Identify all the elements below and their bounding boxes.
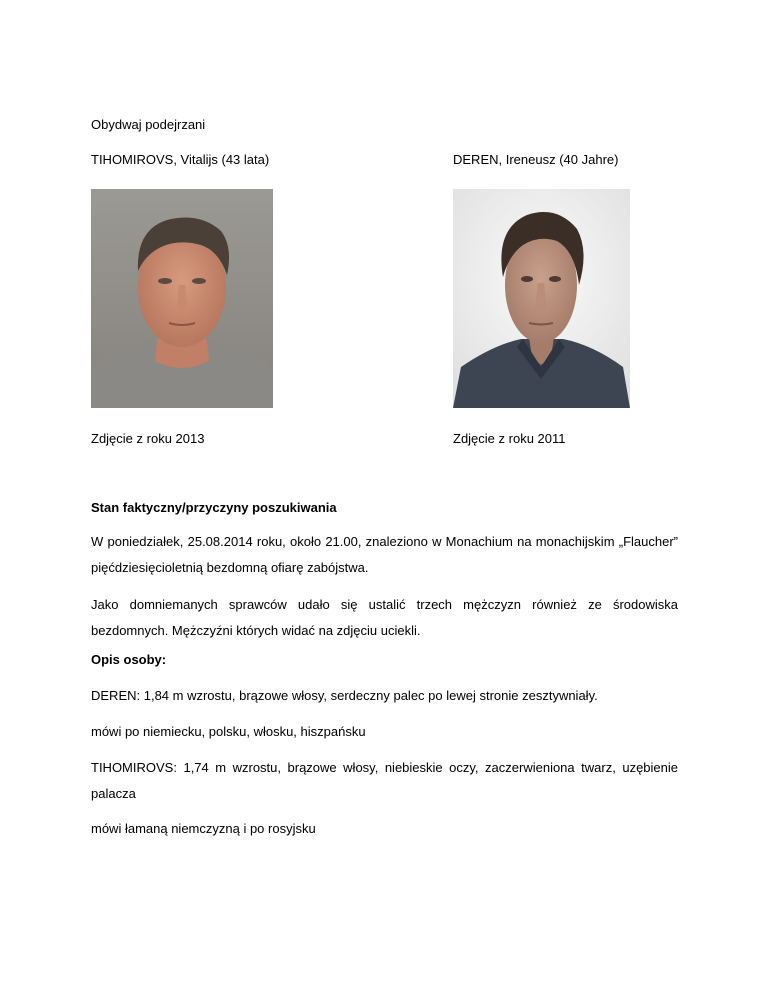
- deren-traits: DEREN: 1,84 m wzrostu, brązowe włosy, serdeczny palec po lewej stronie zesztywniały.: [91, 688, 598, 703]
- suspect-1-name: TIHOMIROVS, Vitalijs (43 lata): [91, 152, 270, 167]
- facts-paragraph-2: Jako domniemanych sprawców udało się ustalić trzech mężczyzn również ze środowiska bezdomnych. Mężczyźni których widać na zdjęciu uciekli.: [91, 597, 678, 638]
- tihomirovs-languages: mówi łamaną niemczyzną i po rosyjsku: [91, 821, 316, 836]
- deren-languages: mówi po niemiecku, polsku, włosku, hiszpańsku: [91, 724, 366, 739]
- suspect-1-photo: [91, 189, 273, 408]
- suspect-2-photo-caption: Zdjęcie z roku 2011: [453, 431, 566, 446]
- description-title: Opis osoby:: [91, 652, 167, 667]
- suspects-heading: Obydwaj podejrzani: [91, 117, 206, 132]
- suspect-2-photo: [453, 189, 630, 408]
- tihomirovs-traits: TIHOMIROVS: 1,74 m wzrostu, brązowe włosy, niebieskie oczy, zaczerwieniona twarz, uzębienie palacza: [91, 760, 678, 801]
- suspect-2-name: DEREN, Ireneusz (40 Jahre): [453, 152, 619, 167]
- facts-paragraph-1: W poniedziałek, 25.08.2014 roku, około 21.00, znaleziono w Monachium na monachijskim „Flaucher” pięćdziesięcioletnią bezdomną ofiarę zabójstwa.: [91, 534, 678, 575]
- suspect-1-photo-caption: Zdjęcie z roku 2013: [91, 431, 205, 446]
- facts-title: Stan faktyczny/przyczyny poszukiwania: [91, 500, 337, 515]
